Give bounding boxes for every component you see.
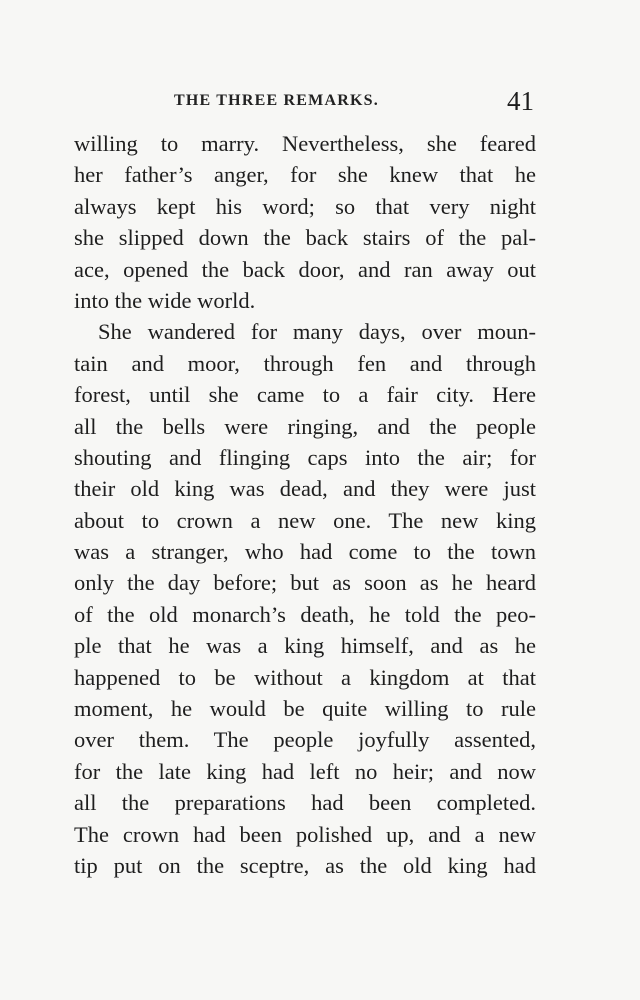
text-line: only the day before; but as soon as he heard [74, 570, 536, 596]
text-line: moment, he would be quite willing to rule [74, 696, 536, 722]
text-line: She wandered for many days, over moun- [98, 319, 536, 345]
text-line: about to crown a new one. The new king [74, 507, 536, 533]
page-number: 41 [507, 86, 534, 116]
body-text [74, 128, 536, 881]
running-title: THE THREE REMARKS. [174, 92, 379, 109]
text-line: happened to be without a kingdom at that [74, 664, 536, 690]
text-line: always kept his word; so that very night [74, 193, 536, 219]
text-line: shouting and flinging caps into the air; for [74, 444, 536, 470]
text-line: willing to marry. Nevertheless, she feared [74, 131, 536, 156]
text-line: her father’s anger, for she knew that he [74, 162, 536, 188]
text-line: was a stranger, who had come to the town [74, 539, 536, 565]
text-line: The crown had been polished up, and a new [74, 821, 536, 847]
text-line: tain and moor, through fen and through [74, 350, 536, 376]
text-line: for the late king had left no heir; and now [74, 758, 536, 784]
text-line: of the old monarch’s death, he told the peo- [74, 601, 536, 627]
running-head [74, 88, 536, 118]
text-line: their old king was dead, and they were just [74, 476, 536, 502]
text-line: forest, until she came to a fair city. Here [74, 382, 536, 408]
text-line: ple that he was a king himself, and as he [74, 633, 536, 659]
text-line: over them. The people joyfully assented, [74, 727, 536, 753]
text-line: ace, opened the back door, and ran away out [74, 256, 536, 282]
text-line: she slipped down the back stairs of the pal- [74, 225, 536, 251]
text-line: tip put on the sceptre, as the old king had [74, 852, 536, 878]
text-line: into the wide world. [74, 287, 256, 313]
text-line: all the preparations had been completed. [74, 790, 536, 816]
text-line: all the bells were ringing, and the people [74, 413, 536, 439]
